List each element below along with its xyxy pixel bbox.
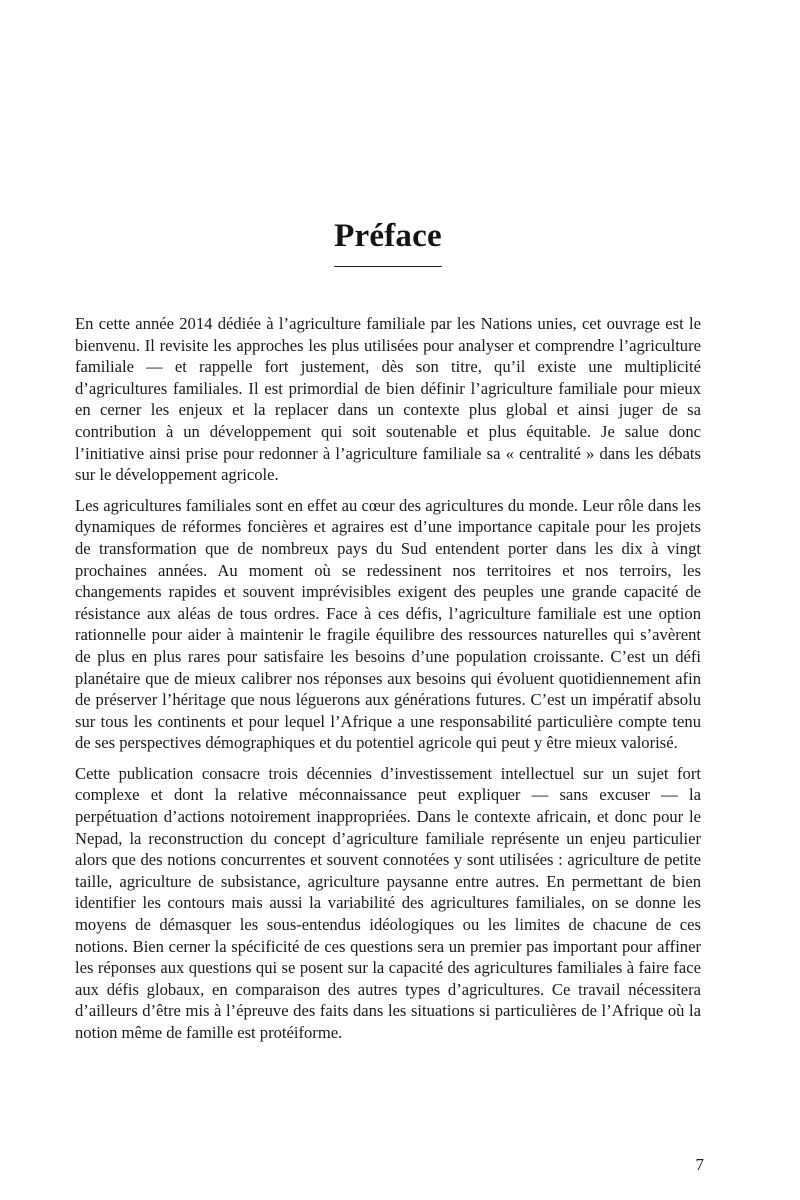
- title-underline: [334, 266, 442, 267]
- paragraph-3: Cette publication consacre trois décennies d’investissement intellectuel sur un sujet fort complexe et dont la relative méconnaissance peut expliquer — sans excuser — la perpétuation d’actions notoirement inappropriées. Dans le contexte africain, et donc pour le Nepad, la reconstruction du concept d’agriculture familiale représente un enjeu particulier alors que des notions concurrentes et souvent connotées y sont utilisées : agriculture de petite taille, agriculture de subsistance, agriculture paysanne entre autres. En permettant de bien identifier les contours mais aussi la variabilité des agricultures familiales, on se donne les moyens de démasquer les sous-entendus idéologiques ou les limites de chacune de ces notions. Bien cerner la spécificité de ces questions sera un premier pas important pour affiner les réponses aux questions qui se posent sur la capacité des agricultures familiales à faire face aux défis globaux, en comparaison des autres types d’agricultures. Ce travail nécessitera d’ailleurs d’être mis à l’épreuve des faits dans les situations si particulières de l’Afrique où la notion même de famille est protéiforme.: [75, 763, 701, 1042]
- paragraph-1: En cette année 2014 dédiée à l’agriculture familiale par les Nations unies, cet ouvrage est le bienvenu. Il revisite les approches les plus utilisées pour analyser et comprendre l’agriculture familiale — et rappelle fort justement, dès son titre, qu’il existe une multiplicité d’agricultures familiales. Il est primordial de bien définir l’agriculture familiale pour mieux en cerner les enjeux et la replacer dans un contexte plus global et ainsi juger de sa contribution à un développement qui soit soutenable et plus équitable. Je salue donc l’initiative ainsi prise pour redonner à l’agriculture familiale sa « centralité » dans les débats sur le développement agricole.: [75, 314, 701, 485]
- page-number: 7: [695, 1155, 704, 1174]
- page-title: Préface: [334, 218, 442, 254]
- preface-body: [75, 313, 701, 1053]
- paragraph-2: Les agricultures familiales sont en effet au cœur des agricultures du monde. Leur rôle dans les dynamiques de réformes foncières et agraires est d’une importance capitale pour les projets de transformation que de nombreux pays du Sud entendent porter dans les dix à vingt prochaines années. Au moment où se redessinent nos territoires et nos terroirs, les changements rapides et souvent imprévisibles exigent des peuples une grande capacité de résistance aux aléas de tous ordres. Face à ces défis, l’agriculture familiale est une option rationnelle pour aider à maintenir le fragile équilibre des ressources naturelles qui s’avèrent de plus en plus rares pour satisfaire les besoins d’une population croissante. C’est un défi planétaire que de mieux calibrer nos réponses aux besoins qui évoluent quotidiennement afin de préserver l’héritage que nous léguerons aux générations futures. C’est un impératif absolu sur tous les continents et pour lequel l’Afrique a une responsabilité particulière compte tenu de ses perspectives démographiques et du potentiel agricole qui peut y être mieux valorisé.: [75, 495, 701, 753]
